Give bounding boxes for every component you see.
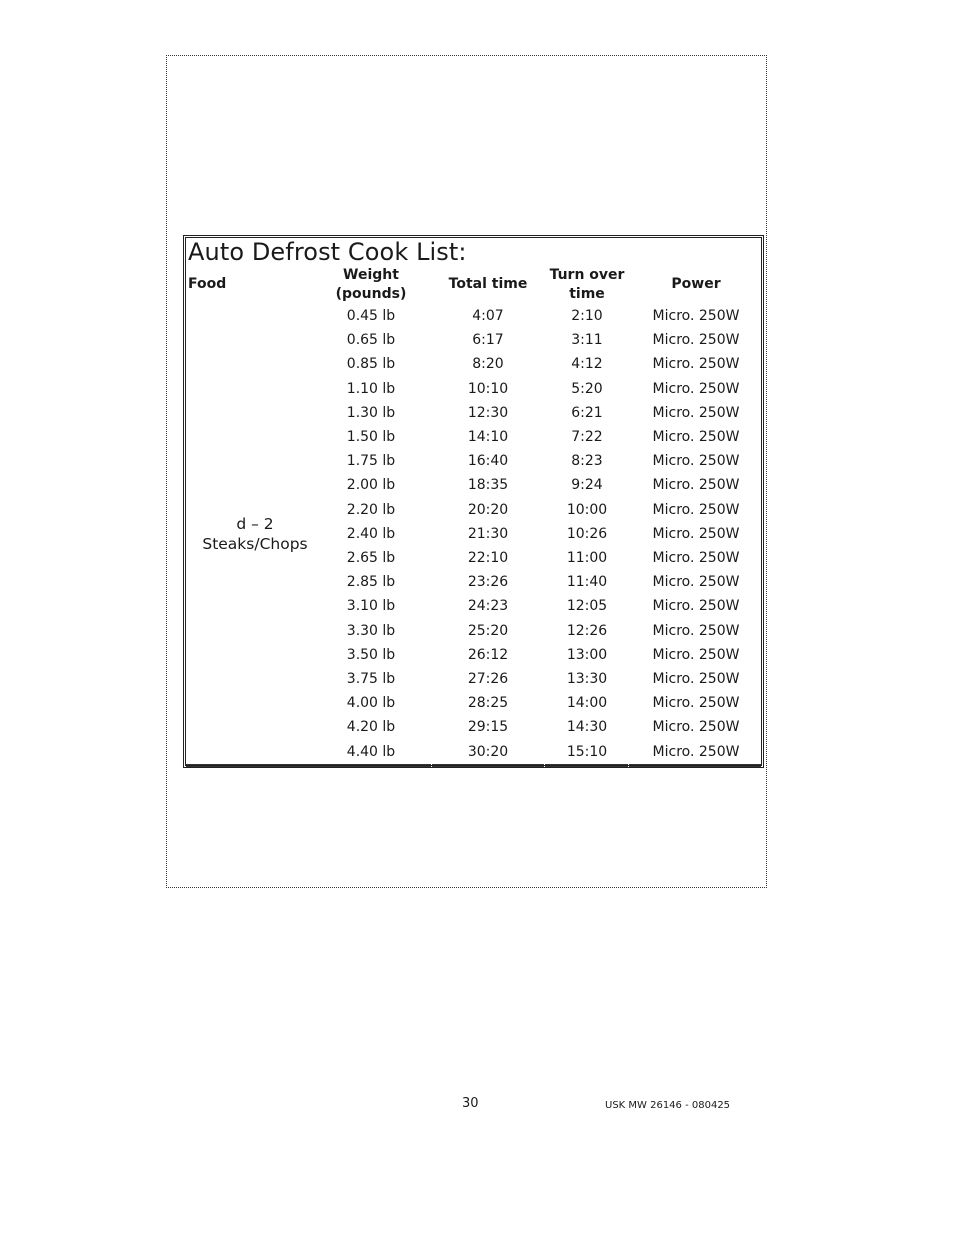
cell-power: Micro. 250W xyxy=(652,332,740,349)
cell-power: Micro. 250W xyxy=(652,453,740,470)
table-row xyxy=(0,524,954,548)
cell-turn-over: 6:21 xyxy=(571,404,603,421)
cell-turn-over: 11:00 xyxy=(566,550,608,566)
cell-turn-over: 11:40 xyxy=(566,574,608,591)
table-row xyxy=(0,500,954,524)
cell-power: Micro. 250W xyxy=(652,525,740,542)
cell-power: Micro. 250W xyxy=(652,380,740,397)
cell-power: Micro. 250W xyxy=(652,598,740,615)
table-row xyxy=(0,621,954,645)
header-turn-over xyxy=(540,266,634,304)
cell-weight: 3.30 lb xyxy=(346,622,396,639)
cell-turn-over: 14:30 xyxy=(566,719,608,736)
food-code: d – 2 xyxy=(236,515,274,533)
cell-total-time: 21:30 xyxy=(467,525,509,542)
cell-turn-over: 10:26 xyxy=(566,525,608,542)
bottom-rule-weight xyxy=(311,764,431,767)
cell-total-time: 10:10 xyxy=(467,380,509,397)
cell-total-time: 18:35 xyxy=(467,477,509,494)
header-weight-line1: Weight xyxy=(343,267,399,283)
cell-turn-over: 3:11 xyxy=(571,332,603,349)
page-number: 30 xyxy=(462,1096,479,1111)
cell-weight: 0.85 lb xyxy=(346,356,396,373)
header-turn-line1: Turn over xyxy=(549,267,625,283)
cell-weight: 2.85 lb xyxy=(346,574,396,591)
cell-power: Micro. 250W xyxy=(652,356,740,373)
cell-power: Micro. 250W xyxy=(652,404,740,421)
cell-turn-over: 9:24 xyxy=(571,477,603,494)
cell-turn-over: 13:00 xyxy=(566,646,608,663)
table-row xyxy=(0,572,954,596)
table-row xyxy=(0,742,954,766)
cell-total-time: 23:26 xyxy=(467,574,509,591)
header-total-time: Total time xyxy=(448,276,528,292)
cell-weight: 4.40 lb xyxy=(346,743,396,760)
cell-turn-over: 4:12 xyxy=(571,356,603,373)
cell-power: Micro. 250W xyxy=(652,671,740,687)
cell-weight: 2.20 lb xyxy=(346,501,396,518)
cell-weight: 3.75 lb xyxy=(346,671,396,687)
cell-turn-over: 8:23 xyxy=(571,453,603,470)
cell-total-time: 27:26 xyxy=(467,671,509,687)
table-row xyxy=(0,451,954,475)
table-row xyxy=(0,403,954,427)
cell-weight: 4.20 lb xyxy=(346,719,396,736)
cell-total-time: 16:40 xyxy=(467,453,509,470)
cell-total-time: 29:15 xyxy=(467,719,509,736)
table-row xyxy=(0,717,954,741)
table-row xyxy=(0,427,954,451)
cell-total-time: 8:20 xyxy=(472,356,504,373)
cell-power: Micro. 250W xyxy=(652,477,740,494)
cell-total-time: 24:23 xyxy=(467,598,509,615)
page-title: Auto Defrost Cook List: xyxy=(188,238,467,266)
cell-power: Micro. 250W xyxy=(652,622,740,639)
cell-total-time: 4:07 xyxy=(472,308,504,324)
table-row xyxy=(0,306,954,330)
cell-weight: 3.50 lb xyxy=(346,646,396,663)
cell-power: Micro. 250W xyxy=(652,308,740,324)
cell-weight: 0.65 lb xyxy=(346,332,396,349)
cell-weight: 0.45 lb xyxy=(346,308,396,324)
cell-total-time: 28:25 xyxy=(467,695,509,712)
table-row xyxy=(0,596,954,620)
cell-weight: 1.10 lb xyxy=(346,380,396,397)
cell-turn-over: 13:30 xyxy=(566,671,608,687)
header-weight xyxy=(320,266,422,304)
table-row xyxy=(0,330,954,354)
table-row xyxy=(0,645,954,669)
header-food: Food xyxy=(188,276,227,292)
header-turn-line2: time xyxy=(569,286,605,302)
cell-power: Micro. 250W xyxy=(652,719,740,736)
document-code: USK MW 26146 - 080425 xyxy=(605,1100,731,1111)
cell-weight: 2.65 lb xyxy=(346,550,396,566)
table-row xyxy=(0,693,954,717)
cell-turn-over: 12:05 xyxy=(566,598,608,615)
cell-weight: 3.10 lb xyxy=(346,598,396,615)
cell-turn-over: 10:00 xyxy=(566,501,608,518)
header-weight-line2: (pounds) xyxy=(335,286,407,302)
table-row xyxy=(0,354,954,378)
cell-weight: 1.30 lb xyxy=(346,404,396,421)
cell-total-time: 14:10 xyxy=(467,429,509,445)
bottom-rule-total xyxy=(432,764,544,767)
bottom-rule-food xyxy=(186,764,311,767)
cell-weight: 1.75 lb xyxy=(346,453,396,470)
bottom-rule-turn xyxy=(545,764,628,767)
cell-power: Micro. 250W xyxy=(652,501,740,518)
cell-power: Micro. 250W xyxy=(652,550,740,566)
cell-total-time: 22:10 xyxy=(467,550,509,566)
cell-turn-over: 2:10 xyxy=(571,308,603,324)
table-row xyxy=(0,548,954,572)
cell-total-time: 25:20 xyxy=(467,622,509,639)
cell-turn-over: 7:22 xyxy=(571,429,603,445)
cell-weight: 2.00 lb xyxy=(346,477,396,494)
table-row xyxy=(0,669,954,693)
table-row xyxy=(0,475,954,499)
cell-power: Micro. 250W xyxy=(652,695,740,712)
food-name: Steaks/Chops xyxy=(202,535,308,553)
cell-total-time: 20:20 xyxy=(467,501,509,518)
table-row xyxy=(0,379,954,403)
cell-turn-over: 5:20 xyxy=(571,380,603,397)
cell-power: Micro. 250W xyxy=(652,646,740,663)
cell-power: Micro. 250W xyxy=(652,429,740,445)
cell-weight: 1.50 lb xyxy=(346,429,396,445)
cell-turn-over: 15:10 xyxy=(566,743,608,760)
cell-power: Micro. 250W xyxy=(652,743,740,760)
header-power: Power xyxy=(671,276,721,292)
cell-weight: 4.00 lb xyxy=(346,695,396,712)
cell-total-time: 12:30 xyxy=(467,404,509,421)
cell-total-time: 6:17 xyxy=(472,332,504,349)
cell-weight: 2.40 lb xyxy=(346,525,396,542)
cell-turn-over: 14:00 xyxy=(566,695,608,712)
bottom-rule-power xyxy=(629,764,761,767)
cell-power: Micro. 250W xyxy=(652,574,740,591)
cell-total-time: 26:12 xyxy=(467,646,509,663)
cell-total-time: 30:20 xyxy=(467,743,509,760)
cell-turn-over: 12:26 xyxy=(566,622,608,639)
